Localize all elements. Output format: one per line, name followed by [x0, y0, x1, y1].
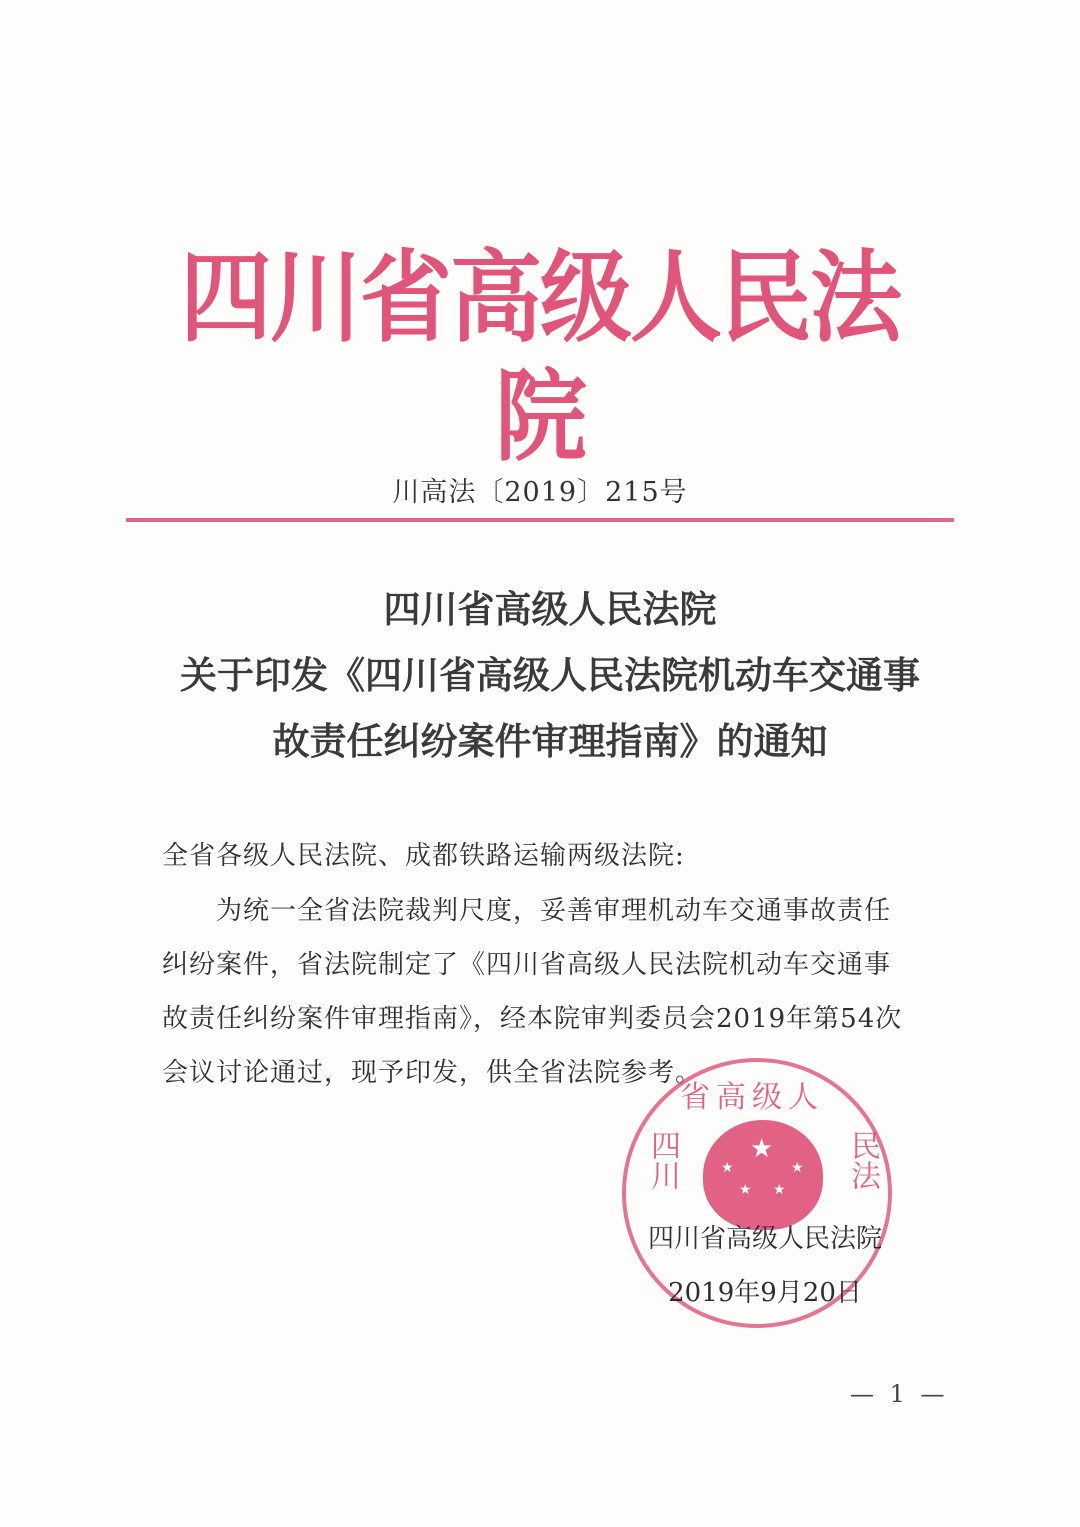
star-icon: ★: [750, 1134, 774, 1164]
page-number: — 1 —: [850, 1380, 949, 1408]
addressee: 全省各级人民法院、成都铁路运输两级法院:: [162, 841, 685, 871]
star-icon: ★: [773, 1182, 786, 1198]
signature-org: 四川省高级人民法院: [647, 1224, 882, 1254]
star-icon: ★: [721, 1160, 734, 1176]
body-line: 纠纷案件，省法院制定了《四川省高级人民法院机动车交通事: [162, 950, 892, 980]
red-divider: [126, 518, 954, 522]
title-line-1: 四川省高级人民法院: [383, 588, 717, 631]
body-line: 会议讨论通过，现予印发，供全省法院参考。: [162, 1058, 703, 1088]
title-line-2: 关于印发《四川省高级人民法院机动车交通事: [180, 654, 920, 697]
signature-date: 2019年9月20日: [668, 1278, 862, 1308]
seal-text-left: 四川: [645, 1130, 680, 1190]
masthead: 四川省高级人民法院: [179, 240, 900, 475]
body-line: 故责任纠纷案件审理指南》，经本院审判委员会2019年第54次: [162, 1004, 903, 1034]
seal-text-top: 省高级人: [680, 1080, 824, 1115]
seal-text-right: 民法: [845, 1130, 880, 1190]
national-emblem-icon: [703, 1120, 823, 1230]
title-line-3: 故责任纠纷案件审理指南》的通知: [272, 720, 828, 763]
star-icon: ★: [791, 1160, 804, 1176]
body-line: 为统一全省法院裁判尺度，妥善审理机动车交通事故责任: [162, 896, 892, 926]
star-icon: ★: [739, 1182, 752, 1198]
document-number: 川高法〔2019〕215号: [392, 477, 688, 508]
